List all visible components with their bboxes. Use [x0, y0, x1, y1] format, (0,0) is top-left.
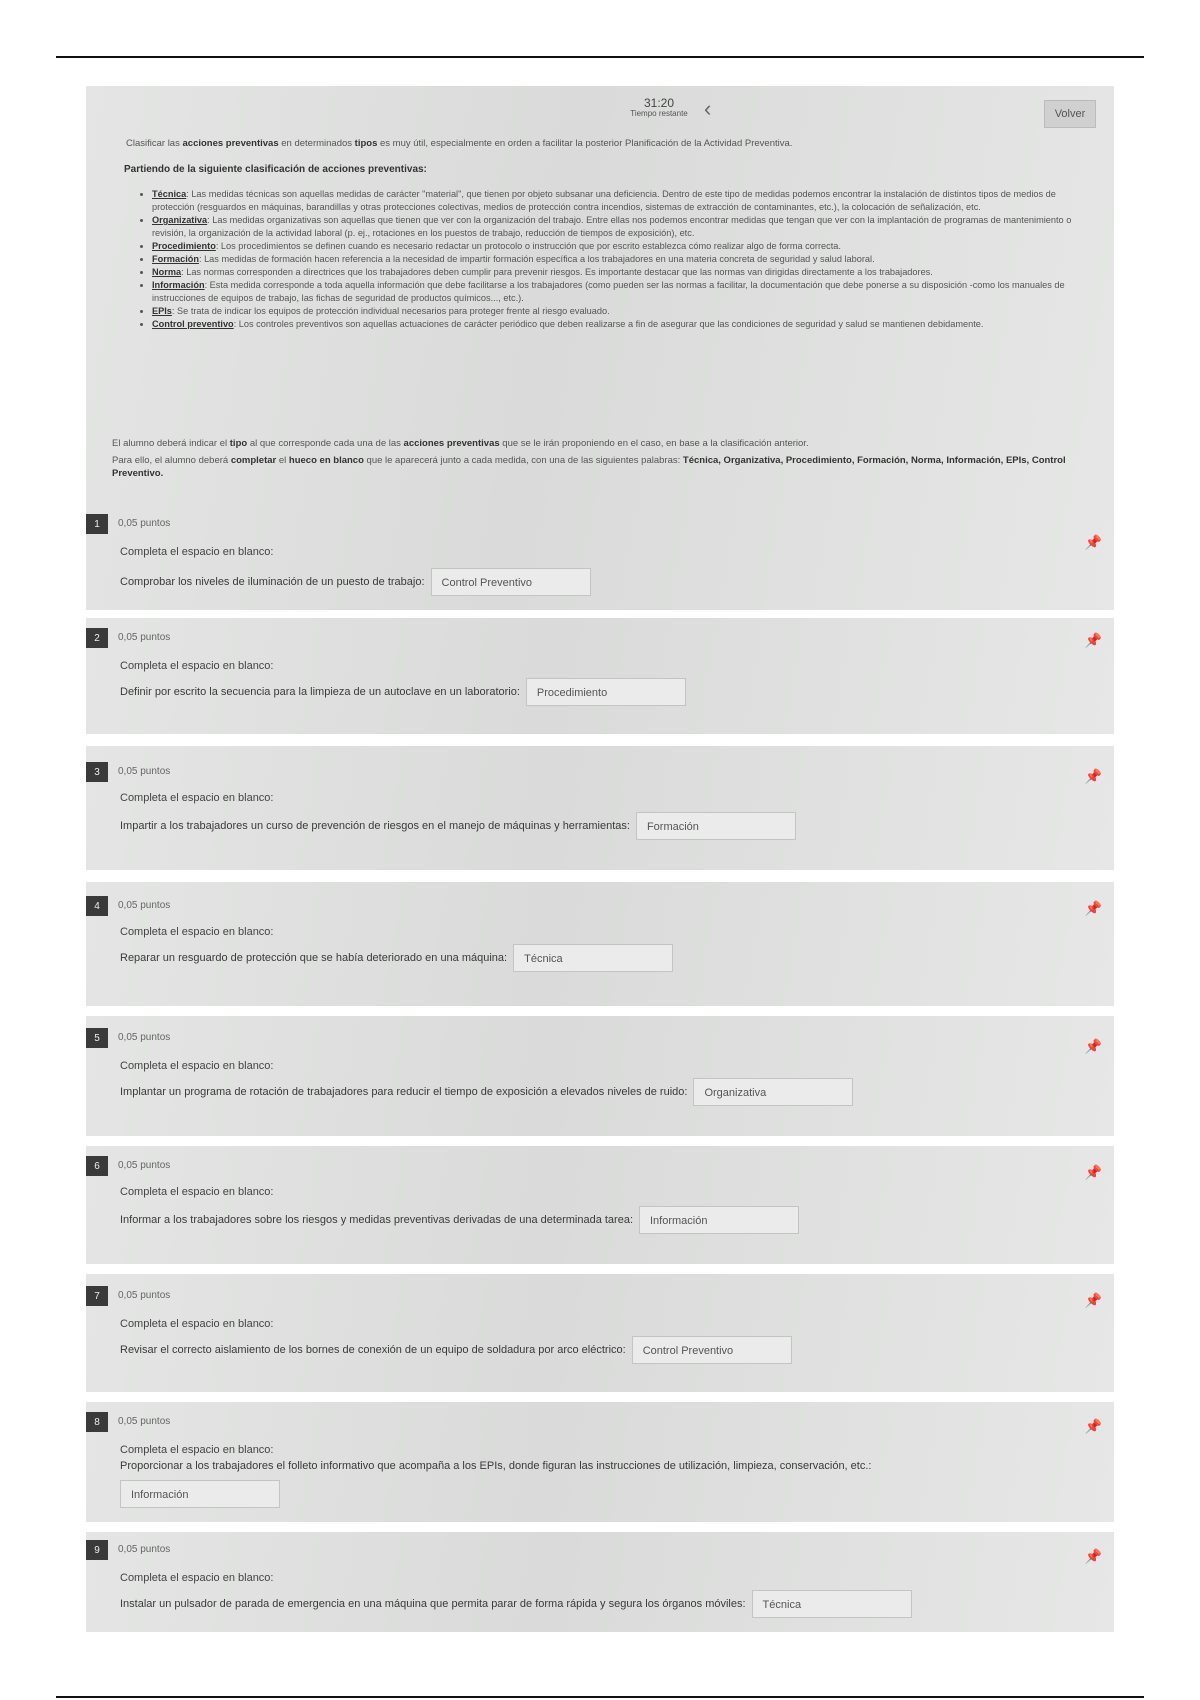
answer-field[interactable]: Control Preventivo [632, 1336, 792, 1364]
question-row [120, 1078, 853, 1106]
answer-field[interactable]: Control Preventivo [431, 568, 591, 596]
question-instruction: Completa el espacio en blanco: [120, 660, 274, 672]
definition-item: • Información: Esta medida corresponde a toda aquella información que debe facilitarse a los trabajadores (como pueden ser las normas a facilitar, la documentación que debe ponerse a su disposición -como los manuales de instrucciones de equipos de trabajo, las fichas de seguridad de productos químicos..., etc.). [152, 279, 1082, 305]
definition-item: • Formación: Las medidas de formación hacen referencia a la necesidad de impartir formación específica a los trabajadores en una materia concreta de seguridad y salud laboral. [152, 253, 1082, 266]
question-row [120, 568, 591, 596]
question-points: 0,05 puntos [118, 518, 171, 529]
bottom-rule [56, 1696, 1144, 1698]
pin-icon[interactable]: 📌 [1084, 768, 1102, 784]
pin-icon[interactable]: 📌 [1084, 534, 1102, 550]
timer-value: 31:20 [643, 96, 675, 110]
answer-field[interactable]: Información [639, 1206, 799, 1234]
question-row [120, 1480, 280, 1508]
question-text: Informar a los trabajadores sobre los riesgos y medidas preventivas derivadas de una determinada tarea: [120, 1214, 633, 1226]
question-number: 4 [86, 896, 108, 916]
definition-item: • Control preventivo: Los controles preventivos son aquellas actuaciones de carácter periódico que deben realizarse a fin de asegurar que las condiciones de seguridad y salud se mantienen debidamente. [152, 318, 1082, 331]
definition-item: • EPIs: Se trata de indicar los equipos de protección individual necesarios para proteger frente al riesgo evaluado. [152, 305, 1082, 318]
question-instruction: Completa el espacio en blanco: [120, 1318, 274, 1330]
question-row [120, 1336, 792, 1364]
question-instruction: Completa el espacio en blanco: [120, 792, 274, 804]
question-instruction: Completa el espacio en blanco: [120, 1060, 274, 1072]
pin-icon[interactable]: 📌 [1084, 1418, 1102, 1434]
question-row [120, 812, 796, 840]
question-points: 0,05 puntos [118, 1544, 171, 1555]
definitions-list [136, 188, 1082, 331]
question-points: 0,05 puntos [118, 1290, 171, 1301]
answer-field[interactable]: Información [120, 1480, 280, 1508]
chevron-left-icon[interactable]: ‹ [704, 96, 712, 121]
pin-icon[interactable]: 📌 [1084, 900, 1102, 916]
question-text: Impartir a los trabajadores un curso de prevención de riesgos en el manejo de máquinas y herramientas: [120, 820, 630, 832]
definition-item: • Técnica: Las medidas técnicas son aquellas medidas de carácter "material", que tienen por objeto subsanar una deficiencia. Dentro de este tipo de medidas podemos encontrar la instalación de distintos tipos de medios de protección (resguardos en máquinas, barandillas y otras protecciones colectivas, medios de protección contra incendios, sistemas de extracción de contaminantes, etc.), la colocación de señalización, etc. [152, 188, 1082, 214]
question-card [86, 1146, 1114, 1264]
answer-field[interactable]: Procedimiento [526, 678, 686, 706]
question-text: Comprobar los niveles de iluminación de un puesto de trabajo: [120, 576, 425, 588]
question-card [86, 882, 1114, 1006]
question-instruction: Completa el espacio en blanco: [120, 1572, 274, 1584]
question-card [86, 1532, 1114, 1632]
question-text: Revisar el correcto aislamiento de los bornes de conexión de un equipo de soldadura por arco eléctrico: [120, 1344, 626, 1356]
classification-heading: Partiendo de la siguiente clasificación de acciones preventivas: [124, 164, 427, 175]
question-text: Implantar un programa de rotación de trabajadores para reducir el tiempo de exposición a elevados niveles de ruido: [120, 1086, 688, 1098]
timer [626, 96, 692, 118]
pin-icon[interactable]: 📌 [1084, 1038, 1102, 1054]
answer-field[interactable]: Organizativa [693, 1078, 853, 1106]
question-number: 8 [86, 1412, 108, 1432]
answer-field[interactable]: Formación [636, 812, 796, 840]
answer-field[interactable]: Técnica [752, 1590, 912, 1618]
question-number: 2 [86, 628, 108, 648]
question-row [120, 678, 686, 706]
intro-text: Clasificar las acciones preventivas en determinados tipos es muy útil, especialmente en orden a facilitar la posterior Planificación de la Actividad Preventiva. [126, 138, 793, 149]
question-number: 5 [86, 1028, 108, 1048]
question-points: 0,05 puntos [118, 900, 171, 911]
instructions-panel [86, 86, 1114, 610]
volver-button[interactable]: Volver [1044, 100, 1096, 128]
question-points: 0,05 puntos [118, 632, 171, 643]
question-card [86, 1274, 1114, 1392]
pin-icon[interactable]: 📌 [1084, 1292, 1102, 1308]
task-words: Para ello, el alumno deberá completar el hueco en blanco que le aparecerá junto a cada medida, con una de las siguientes palabras: Técnica, Organizativa, Procedimiento, Formación, Norma, Información, EPIs, Control Preventivo. [112, 455, 1066, 479]
top-rule [56, 56, 1144, 58]
question-points: 0,05 puntos [118, 1160, 171, 1171]
question-card [86, 618, 1114, 734]
question-number: 3 [86, 762, 108, 782]
question-text: Instalar un pulsador de parada de emergencia en una máquina que permita parar de forma rápida y segura los órganos móviles: [120, 1598, 746, 1610]
timer-label: Tiempo restante [630, 109, 688, 118]
definition-item: • Norma: Las normas corresponden a directrices que los trabajadores deben cumplir para prevenir riesgos. Es importante destacar que las normas van dirigidas directamente a los trabajadores. [152, 266, 1082, 279]
question-number: 1 [86, 514, 108, 534]
question-card [86, 746, 1114, 870]
question-instruction: Completa el espacio en blanco: [120, 1186, 274, 1198]
question-number: 9 [86, 1540, 108, 1560]
answer-field[interactable]: Técnica [513, 944, 673, 972]
question-number: 6 [86, 1156, 108, 1176]
question-instruction: Completa el espacio en blanco: [120, 1444, 274, 1456]
question-text: Proporcionar a los trabajadores el folleto informativo que acompaña a los EPIs, donde figuran las instrucciones de utilización, limpieza, conservación, etc.: [120, 1460, 872, 1472]
question-points: 0,05 puntos [118, 766, 171, 777]
pin-icon[interactable]: 📌 [1084, 1164, 1102, 1180]
question-points: 0,05 puntos [118, 1032, 171, 1043]
question-instruction: Completa el espacio en blanco: [120, 926, 274, 938]
question-row [120, 1590, 912, 1618]
definition-item: • Organizativa: Las medidas organizativas son aquellas que tienen que ver con la organización del trabajo. Entre ellas nos podemos encontrar medidas que tengan que ver con la implantación de programas de mantenimiento o revisión, la organización de la actividad laboral (p. ej., rotaciones en los puestos de trabajo, reducción de tiempos de exposición), etc. [152, 214, 1082, 240]
question-card [86, 1016, 1114, 1136]
question-text: Reparar un resguardo de protección que se había deteriorado en una máquina: [120, 952, 508, 964]
question-row [120, 1206, 799, 1234]
question-number: 7 [86, 1286, 108, 1306]
question-text: Definir por escrito la secuencia para la limpieza de un autoclave en un laboratorio: [120, 686, 520, 698]
question-row [120, 944, 673, 972]
task-instruction: El alumno deberá indicar el tipo al que corresponde cada una de las acciones preventivas que se le irán proponiendo en el caso, en base a la clasificación anterior. [112, 438, 809, 449]
question-instruction: Completa el espacio en blanco: [120, 546, 274, 558]
question-points: 0,05 puntos [118, 1416, 171, 1427]
pin-icon[interactable]: 📌 [1084, 1548, 1102, 1564]
definition-item: • Procedimiento: Los procedimientos se definen cuando es necesario redactar un protocolo o instrucción que por escrito establezca cómo realizar algo de forma correcta. [152, 240, 1082, 253]
question-card [86, 1402, 1114, 1522]
pin-icon[interactable]: 📌 [1084, 632, 1102, 648]
